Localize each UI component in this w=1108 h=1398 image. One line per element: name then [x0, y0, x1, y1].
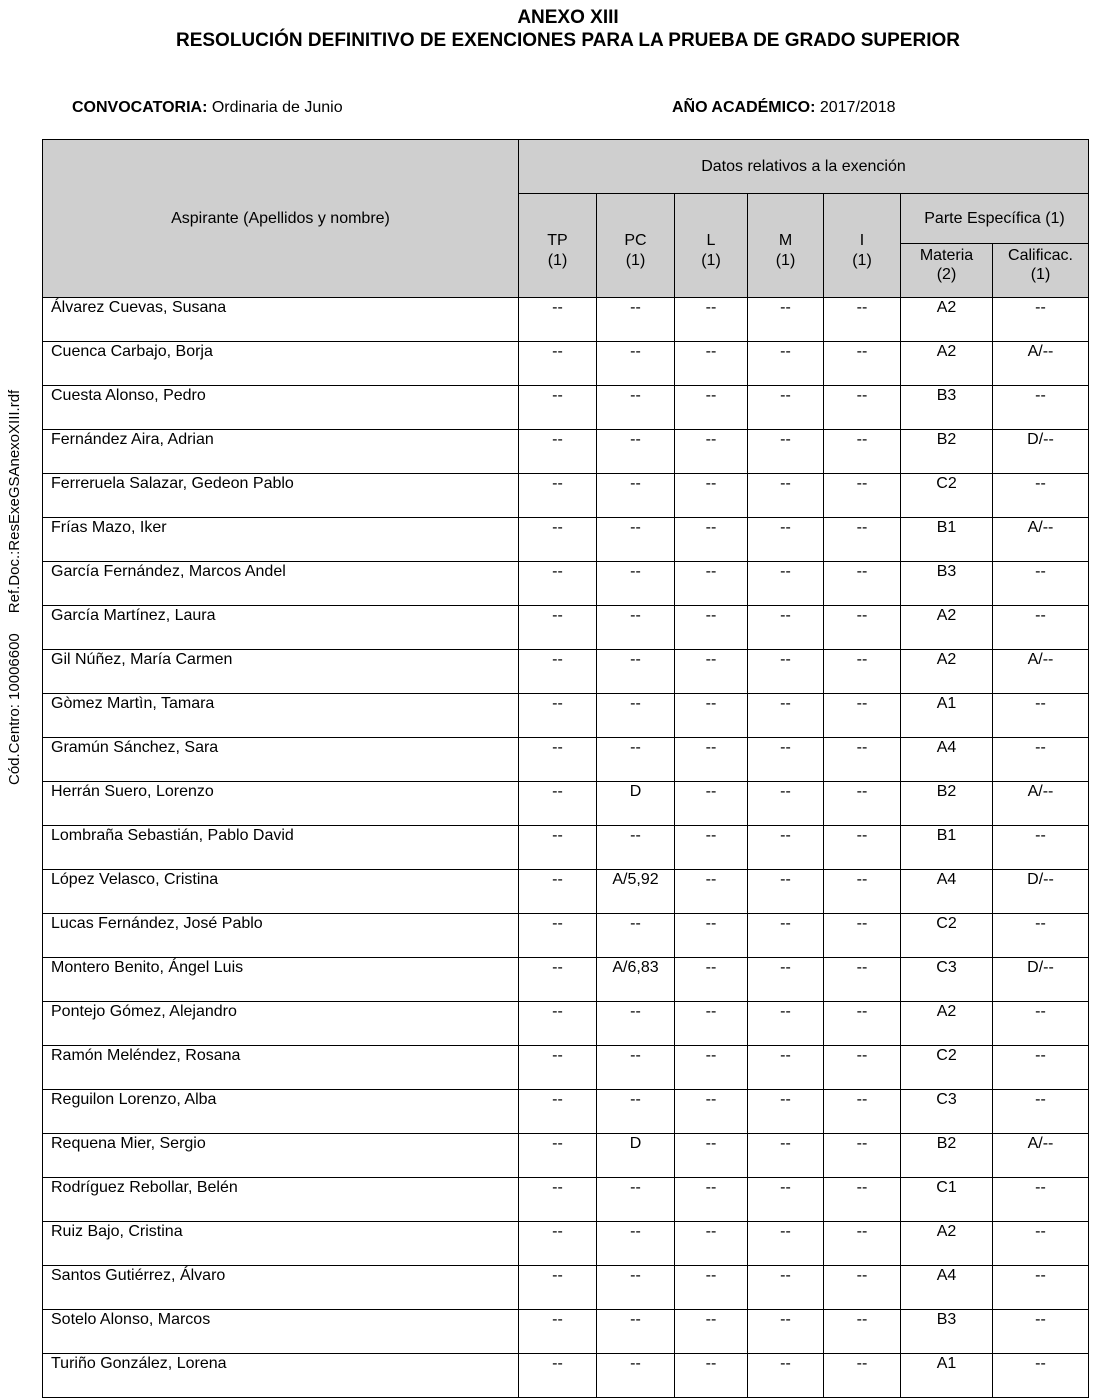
- materia-cell: C3: [901, 1090, 993, 1134]
- l-cell: --: [675, 738, 748, 782]
- aspirante-name-cell: Pontejo Gómez, Alejandro: [43, 1002, 519, 1046]
- pc-cell: --: [597, 386, 675, 430]
- m-cell: --: [748, 1222, 824, 1266]
- m-cell: --: [748, 518, 824, 562]
- l-cell: --: [675, 606, 748, 650]
- tp-cell: --: [519, 474, 597, 518]
- convocatoria-value: Ordinaria de Junio: [211, 99, 343, 116]
- materia-cell: C2: [901, 914, 993, 958]
- table-row: [43, 826, 1089, 870]
- calificacion-cell: --: [993, 386, 1089, 430]
- m-cell: --: [748, 474, 824, 518]
- pc-cell: --: [597, 430, 675, 474]
- centro-code: Cód.Centro: 10006600: [6, 633, 23, 785]
- m-cell: --: [748, 782, 824, 826]
- tp-cell: --: [519, 914, 597, 958]
- pc-cell: --: [597, 826, 675, 870]
- i-cell: --: [824, 1002, 901, 1046]
- table-row: [43, 782, 1089, 826]
- column-header-calificacion: Calificac. (1): [993, 244, 1089, 298]
- calificacion-cell: D/--: [993, 870, 1089, 914]
- pc-cell: --: [597, 914, 675, 958]
- materia-cell: A4: [901, 1266, 993, 1310]
- calificacion-cell: --: [993, 694, 1089, 738]
- materia-cell: B3: [901, 1310, 993, 1354]
- m-cell: --: [748, 1310, 824, 1354]
- materia-cell: A2: [901, 298, 993, 342]
- materia-cell: B2: [901, 1134, 993, 1178]
- l-cell: --: [675, 870, 748, 914]
- tp-cell: --: [519, 826, 597, 870]
- aspirante-name-cell: Lucas Fernández, José Pablo: [43, 914, 519, 958]
- materia-cell: B2: [901, 782, 993, 826]
- materia-cell: C2: [901, 1046, 993, 1090]
- m-cell: --: [748, 298, 824, 342]
- materia-cell: B3: [901, 562, 993, 606]
- l-cell: --: [675, 430, 748, 474]
- l-cell: --: [675, 342, 748, 386]
- table-row: [43, 298, 1089, 342]
- aspirante-name-cell: Santos Gutiérrez, Álvaro: [43, 1266, 519, 1310]
- tp-cell: --: [519, 738, 597, 782]
- table-row: [43, 1002, 1089, 1046]
- m-cell: --: [748, 1090, 824, 1134]
- table-row: [43, 650, 1089, 694]
- pc-cell: --: [597, 518, 675, 562]
- calificacion-cell: D/--: [993, 430, 1089, 474]
- tp-cell: --: [519, 870, 597, 914]
- i-cell: --: [824, 342, 901, 386]
- m-cell: --: [748, 650, 824, 694]
- i-cell: --: [824, 1046, 901, 1090]
- annex-title: ANEXO XIII: [517, 7, 619, 28]
- column-header-l: L (1): [675, 194, 748, 298]
- m-cell: --: [748, 606, 824, 650]
- i-cell: --: [824, 782, 901, 826]
- aspirante-name-cell: Gil Núñez, María Carmen: [43, 650, 519, 694]
- calificacion-cell: --: [993, 1090, 1089, 1134]
- l-cell: --: [675, 386, 748, 430]
- calificacion-cell: --: [993, 562, 1089, 606]
- calificacion-cell: --: [993, 606, 1089, 650]
- pc-cell: --: [597, 298, 675, 342]
- academic-year-label: AÑO ACADÉMICO:: [672, 99, 816, 116]
- aspirante-name-cell: Requena Mier, Sergio: [43, 1134, 519, 1178]
- academic-year-value: 2017/2018: [819, 99, 896, 116]
- materia-cell: A2: [901, 606, 993, 650]
- table-row: [43, 1178, 1089, 1222]
- l-cell: --: [675, 518, 748, 562]
- l-cell: --: [675, 694, 748, 738]
- pc-cell: A/5,92: [597, 870, 675, 914]
- pc-cell: --: [597, 1046, 675, 1090]
- materia-cell: B1: [901, 826, 993, 870]
- column-header-i: I (1): [824, 194, 901, 298]
- l-cell: --: [675, 1090, 748, 1134]
- aspirante-name-cell: García Fernández, Marcos Andel: [43, 562, 519, 606]
- pc-cell: --: [597, 1178, 675, 1222]
- table-row: [43, 1310, 1089, 1354]
- materia-cell: B1: [901, 518, 993, 562]
- i-cell: --: [824, 1134, 901, 1178]
- calificacion-cell: A/--: [993, 782, 1089, 826]
- tp-cell: --: [519, 606, 597, 650]
- table-row: [43, 1090, 1089, 1134]
- aspirante-name-cell: Cuenca Carbajo, Borja: [43, 342, 519, 386]
- calificacion-cell: A/--: [993, 342, 1089, 386]
- i-cell: --: [824, 474, 901, 518]
- tp-cell: --: [519, 562, 597, 606]
- l-cell: --: [675, 298, 748, 342]
- materia-cell: C3: [901, 958, 993, 1002]
- materia-cell: A2: [901, 650, 993, 694]
- calificacion-cell: --: [993, 1222, 1089, 1266]
- m-cell: --: [748, 958, 824, 1002]
- tp-cell: --: [519, 518, 597, 562]
- table-body: [43, 298, 1089, 1398]
- table-row: [43, 1354, 1089, 1398]
- i-cell: --: [824, 958, 901, 1002]
- calificacion-cell: --: [993, 1178, 1089, 1222]
- table-row: [43, 518, 1089, 562]
- pc-cell: A/6,83: [597, 958, 675, 1002]
- tp-cell: --: [519, 1222, 597, 1266]
- m-cell: --: [748, 870, 824, 914]
- aspirante-name-cell: Ramón Meléndez, Rosana: [43, 1046, 519, 1090]
- aspirante-name-cell: Rodríguez Rebollar, Belén: [43, 1178, 519, 1222]
- academic-year-line: [672, 99, 896, 117]
- calificacion-cell: --: [993, 474, 1089, 518]
- tp-cell: --: [519, 342, 597, 386]
- parte-especifica-header: Parte Específica (1): [901, 194, 1089, 244]
- tp-cell: --: [519, 1178, 597, 1222]
- column-header-materia: Materia (2): [901, 244, 993, 298]
- column-header-pc: PC (1): [597, 194, 675, 298]
- m-cell: --: [748, 738, 824, 782]
- m-cell: --: [748, 1354, 824, 1398]
- l-cell: --: [675, 1222, 748, 1266]
- aspirante-name-cell: Sotelo Alonso, Marcos: [43, 1310, 519, 1354]
- i-cell: --: [824, 738, 901, 782]
- calificacion-cell: --: [993, 1354, 1089, 1398]
- materia-cell: A2: [901, 342, 993, 386]
- m-cell: --: [748, 562, 824, 606]
- calificacion-cell: A/--: [993, 518, 1089, 562]
- table-row: [43, 738, 1089, 782]
- pc-cell: --: [597, 1310, 675, 1354]
- i-cell: --: [824, 1222, 901, 1266]
- table-row: [43, 1134, 1089, 1178]
- document-ref: Ref.Doc.:ResExeGSAnexoXIII.rdf: [6, 389, 23, 614]
- table-row: [43, 694, 1089, 738]
- i-cell: --: [824, 298, 901, 342]
- pc-cell: --: [597, 342, 675, 386]
- i-cell: --: [824, 650, 901, 694]
- l-cell: --: [675, 826, 748, 870]
- tp-cell: --: [519, 694, 597, 738]
- aspirante-name-cell: Reguilon Lorenzo, Alba: [43, 1090, 519, 1134]
- l-cell: --: [675, 1354, 748, 1398]
- calificacion-cell: --: [993, 738, 1089, 782]
- pc-cell: --: [597, 694, 675, 738]
- table-row: [43, 430, 1089, 474]
- materia-cell: A2: [901, 1222, 993, 1266]
- i-cell: --: [824, 1090, 901, 1134]
- materia-cell: A1: [901, 1354, 993, 1398]
- pc-cell: D: [597, 1134, 675, 1178]
- aspirante-name-cell: Ferreruela Salazar, Gedeon Pablo: [43, 474, 519, 518]
- materia-cell: B2: [901, 430, 993, 474]
- l-cell: --: [675, 1266, 748, 1310]
- document-title: RESOLUCIÓN DEFINITIVO DE EXENCIONES PARA LA PRUEBA DE GRADO SUPERIOR: [175, 30, 960, 51]
- column-header-m: M (1): [748, 194, 824, 298]
- calificacion-cell: A/--: [993, 1134, 1089, 1178]
- l-cell: --: [675, 782, 748, 826]
- l-cell: --: [675, 1046, 748, 1090]
- calificacion-cell: D/--: [993, 958, 1089, 1002]
- m-cell: --: [748, 914, 824, 958]
- aspirante-name-cell: Fernández Aira, Adrian: [43, 430, 519, 474]
- i-cell: --: [824, 1310, 901, 1354]
- aspirante-name-cell: García Martínez, Laura: [43, 606, 519, 650]
- m-cell: --: [748, 386, 824, 430]
- materia-cell: A4: [901, 738, 993, 782]
- m-cell: --: [748, 826, 824, 870]
- tp-cell: --: [519, 1002, 597, 1046]
- l-cell: --: [675, 650, 748, 694]
- tp-cell: --: [519, 298, 597, 342]
- tp-cell: --: [519, 650, 597, 694]
- pc-cell: --: [597, 1266, 675, 1310]
- exemptions-table: [42, 139, 1089, 1398]
- l-cell: --: [675, 474, 748, 518]
- tp-cell: --: [519, 782, 597, 826]
- aspirante-header: Aspirante (Apellidos y nombre): [43, 140, 519, 298]
- calificacion-cell: --: [993, 1266, 1089, 1310]
- calificacion-cell: --: [993, 914, 1089, 958]
- i-cell: --: [824, 1354, 901, 1398]
- table-row: [43, 870, 1089, 914]
- i-cell: --: [824, 562, 901, 606]
- tp-cell: --: [519, 1266, 597, 1310]
- table-row: [43, 342, 1089, 386]
- aspirante-name-cell: Ruiz Bajo, Cristina: [43, 1222, 519, 1266]
- pc-cell: --: [597, 606, 675, 650]
- pc-cell: --: [597, 1090, 675, 1134]
- m-cell: --: [748, 430, 824, 474]
- calificacion-cell: --: [993, 1046, 1089, 1090]
- calificacion-cell: --: [993, 826, 1089, 870]
- i-cell: --: [824, 386, 901, 430]
- pc-cell: --: [597, 562, 675, 606]
- i-cell: --: [824, 826, 901, 870]
- aspirante-name-cell: Cuesta Alonso, Pedro: [43, 386, 519, 430]
- calificacion-cell: A/--: [993, 650, 1089, 694]
- i-cell: --: [824, 430, 901, 474]
- tp-cell: --: [519, 430, 597, 474]
- table-row: [43, 386, 1089, 430]
- m-cell: --: [748, 694, 824, 738]
- aspirante-name-cell: López Velasco, Cristina: [43, 870, 519, 914]
- calificacion-cell: --: [993, 1002, 1089, 1046]
- i-cell: --: [824, 694, 901, 738]
- calificacion-cell: --: [993, 298, 1089, 342]
- m-cell: --: [748, 342, 824, 386]
- tp-cell: --: [519, 1134, 597, 1178]
- l-cell: --: [675, 1134, 748, 1178]
- i-cell: --: [824, 1178, 901, 1222]
- i-cell: --: [824, 1266, 901, 1310]
- materia-cell: C2: [901, 474, 993, 518]
- m-cell: --: [748, 1002, 824, 1046]
- materia-cell: C1: [901, 1178, 993, 1222]
- pc-cell: --: [597, 1002, 675, 1046]
- table-row: [43, 562, 1089, 606]
- aspirante-name-cell: Frías Mazo, Iker: [43, 518, 519, 562]
- l-cell: --: [675, 1310, 748, 1354]
- tp-cell: --: [519, 1310, 597, 1354]
- l-cell: --: [675, 958, 748, 1002]
- table-row: [43, 474, 1089, 518]
- pc-cell: --: [597, 474, 675, 518]
- materia-cell: A1: [901, 694, 993, 738]
- tp-cell: --: [519, 1046, 597, 1090]
- l-cell: --: [675, 1178, 748, 1222]
- pc-cell: D: [597, 782, 675, 826]
- table-row: [43, 1222, 1089, 1266]
- tp-cell: --: [519, 1354, 597, 1398]
- convocatoria-label: CONVOCATORIA:: [72, 99, 208, 116]
- i-cell: --: [824, 518, 901, 562]
- i-cell: --: [824, 606, 901, 650]
- l-cell: --: [675, 562, 748, 606]
- tp-cell: --: [519, 1090, 597, 1134]
- materia-cell: A2: [901, 1002, 993, 1046]
- table-row: [43, 1266, 1089, 1310]
- column-header-tp: TP (1): [519, 194, 597, 298]
- m-cell: --: [748, 1266, 824, 1310]
- calificacion-cell: --: [993, 1310, 1089, 1354]
- tp-cell: --: [519, 386, 597, 430]
- table-row: [43, 958, 1089, 1002]
- table-row: [43, 914, 1089, 958]
- pc-cell: --: [597, 1222, 675, 1266]
- pc-cell: --: [597, 1354, 675, 1398]
- i-cell: --: [824, 870, 901, 914]
- convocatoria-line: [72, 99, 343, 117]
- aspirante-name-cell: Álvarez Cuevas, Susana: [43, 298, 519, 342]
- materia-cell: B3: [901, 386, 993, 430]
- aspirante-name-cell: Gramún Sánchez, Sara: [43, 738, 519, 782]
- table-row: [43, 606, 1089, 650]
- materia-cell: A4: [901, 870, 993, 914]
- datos-header: Datos relativos a la exención: [519, 140, 1089, 194]
- l-cell: --: [675, 914, 748, 958]
- m-cell: --: [748, 1134, 824, 1178]
- aspirante-name-cell: Lombraña Sebastián, Pablo David: [43, 826, 519, 870]
- m-cell: --: [748, 1178, 824, 1222]
- aspirante-name-cell: Montero Benito, Ángel Luis: [43, 958, 519, 1002]
- aspirante-name-cell: Gòmez Martìn, Tamara: [43, 694, 519, 738]
- pc-cell: --: [597, 650, 675, 694]
- tp-cell: --: [519, 958, 597, 1002]
- m-cell: --: [748, 1046, 824, 1090]
- l-cell: --: [675, 1002, 748, 1046]
- i-cell: --: [824, 914, 901, 958]
- aspirante-name-cell: Herrán Suero, Lorenzo: [43, 782, 519, 826]
- pc-cell: --: [597, 738, 675, 782]
- aspirante-name-cell: Turiño González, Lorena: [43, 1354, 519, 1398]
- table-row: [43, 1046, 1089, 1090]
